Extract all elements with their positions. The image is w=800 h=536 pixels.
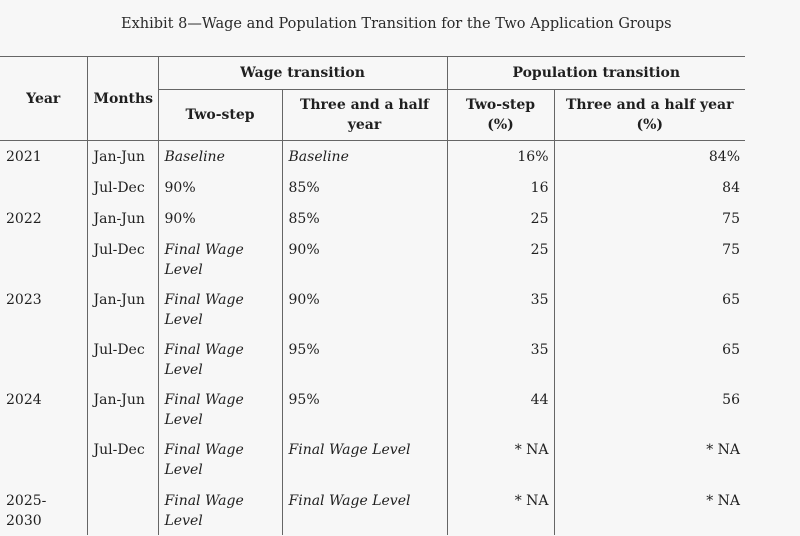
cell-pop-two-step: 35 (447, 334, 554, 384)
cell-year: 2023 (6, 291, 42, 308)
cell-year: 2024 (6, 391, 42, 408)
cell-year: 2022 (6, 210, 42, 227)
cell-months (87, 485, 158, 535)
cell-wage-three-half: 85% (282, 172, 447, 203)
table-row (0, 141, 745, 172)
cell-months: Jul-Dec (87, 434, 158, 485)
cell-pop-three-half: 84% (554, 141, 745, 172)
header-year: Year (26, 90, 61, 107)
cell-wage-three-half: 95% (282, 384, 447, 434)
exhibit-title: Exhibit 8—Wage and Population Transition for the Two Application Groups (121, 16, 672, 32)
cell-wage-three-half: 95% (282, 334, 447, 384)
table-row (0, 384, 745, 434)
cell-year: 2025-2030 (6, 492, 47, 529)
cell-pop-two-step: * NA (447, 434, 554, 485)
cell-wage-two-step: Baseline (158, 141, 282, 172)
cell-wage-two-step: 90% (158, 172, 282, 203)
cell-year: 2021 (0, 141, 87, 172)
cell-wage-three-half: Final Wage Level (282, 485, 447, 535)
cell-year (0, 234, 87, 284)
cell-pop-three-half: * NA (554, 485, 745, 535)
cell-wage-three-half: Final Wage Level (282, 434, 447, 485)
cell-wage-two-step: Final Wage Level (158, 334, 282, 384)
table-row (0, 172, 745, 203)
table-row (0, 485, 745, 535)
table-row (0, 334, 745, 384)
cell-pop-three-half: 65 (554, 334, 745, 384)
table-row (0, 234, 745, 284)
cell-wage-two-step: 90% (158, 203, 282, 234)
cell-pop-three-half: 84 (554, 172, 745, 203)
cell-wage-two-step: Final Wage Level (158, 234, 282, 284)
table-row (0, 434, 745, 485)
cell-year (0, 172, 87, 203)
cell-pop-two-step: 16 (447, 172, 554, 203)
header-pop-three-half: Three and a half year (%) (554, 90, 745, 141)
cell-pop-two-step: * NA (447, 485, 554, 535)
cell-year (0, 334, 87, 384)
cell-year (0, 434, 87, 485)
cell-pop-three-half: 75 (554, 234, 745, 284)
header-wage-transition: Wage transition (158, 57, 447, 90)
cell-wage-three-half: 85% (282, 203, 447, 234)
header-population-transition: Population transition (447, 57, 745, 90)
table-row (0, 284, 745, 334)
cell-pop-two-step: 35 (447, 284, 554, 334)
header-wage-three-half: Three and a half year (282, 90, 447, 141)
cell-wage-two-step: Final Wage Level (158, 434, 282, 485)
header-months: Months (87, 57, 158, 141)
transition-table (0, 56, 745, 535)
cell-months: Jan-Jun (87, 203, 158, 234)
cell-pop-two-step: 25 (447, 234, 554, 284)
cell-months: Jul-Dec (87, 172, 158, 203)
table-row (0, 203, 745, 234)
cell-months: Jan-Jun (87, 141, 158, 172)
cell-months: Jul-Dec (87, 234, 158, 284)
cell-wage-two-step: Final Wage Level (158, 485, 282, 535)
cell-pop-three-half: * NA (554, 434, 745, 485)
cell-pop-three-half: 56 (554, 384, 745, 434)
cell-wage-three-half: 90% (282, 234, 447, 284)
header-wage-two-step: Two-step (158, 90, 282, 141)
cell-wage-three-half: 90% (282, 284, 447, 334)
cell-wage-two-step: Final Wage Level (158, 384, 282, 434)
header-pop-two-step: Two-step (%) (447, 90, 554, 141)
cell-pop-three-half: 65 (554, 284, 745, 334)
cell-pop-two-step: 25 (447, 203, 554, 234)
cell-months: Jan-Jun (87, 384, 158, 434)
cell-pop-two-step: 44 (447, 384, 554, 434)
cell-wage-two-step: Final Wage Level (158, 284, 282, 334)
cell-months: Jan-Jun (87, 284, 158, 334)
cell-months: Jul-Dec (87, 334, 158, 384)
cell-wage-three-half: Baseline (282, 141, 447, 172)
cell-pop-three-half: 75 (554, 203, 745, 234)
cell-pop-two-step: 16% (447, 141, 554, 172)
